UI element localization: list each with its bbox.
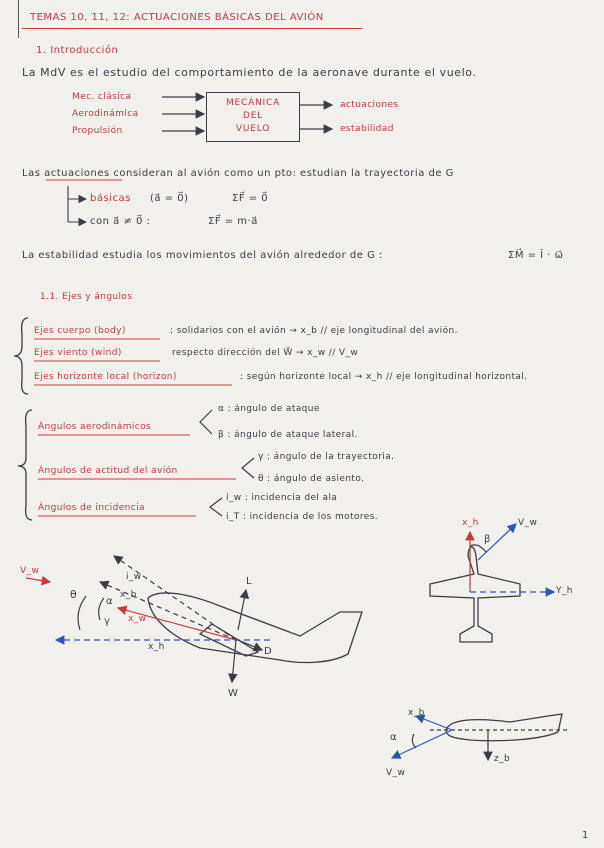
angulos-incidencia-name: Ángulos de incidencia <box>38 503 145 513</box>
actuaciones-line: Las actuaciones consideran al avión como un pto: estudian la trayectoria de G <box>22 168 454 179</box>
output-estabilidad: estabilidad <box>340 124 394 134</box>
actuaciones-basicas-cond: (a⃗ = 0⃗) <box>150 193 189 204</box>
ejes-horizonte-name: Ejes horizonte local (horizon) <box>34 372 177 382</box>
angulo-gamma: γ : ángulo de la trayectoria. <box>258 452 395 462</box>
top-airplane <box>430 547 520 642</box>
label-vw: V_w <box>20 566 40 576</box>
actuaciones-basicas-eq: ΣF⃗ = 0⃗ <box>232 193 269 204</box>
label-zb: z_b <box>494 754 511 764</box>
angulo-it: i_T : incidencia de los motores. <box>226 512 379 522</box>
ejes-cuerpo-desc: : solidarios con el avión → x_b // eje longitudinal del avión. <box>170 326 458 336</box>
estabilidad-line: La estabilidad estudia los movimientos del avión alrededor de G : <box>22 250 383 261</box>
label-theta: θ <box>70 588 78 601</box>
box-line-3: VUELO <box>235 124 271 134</box>
ejes-heading: 1.1. Ejes y ángulos <box>40 292 133 302</box>
label-weight: W <box>228 688 239 699</box>
ejes-viento-desc: respecto dirección del W⃗ → x_w // V_w <box>172 348 359 358</box>
actuaciones-acel-label: con a⃗ ≠ 0⃗ : <box>90 216 151 227</box>
angulo-alpha: α : ángulo de ataque <box>218 404 320 414</box>
label-xh: x_h <box>148 642 165 652</box>
angulos-brace <box>18 410 32 520</box>
intro-input-arrows <box>162 97 332 131</box>
angle-small-brackets <box>200 410 254 516</box>
side-airplane <box>148 593 362 663</box>
label-vw-aoa: V_w <box>386 768 406 778</box>
label-yh: Y_h <box>556 586 573 596</box>
label-beta: β <box>484 534 491 545</box>
output-actuaciones: actuaciones <box>340 100 399 110</box>
label-iw: i_w <box>126 572 142 582</box>
ejes-brace <box>14 318 28 394</box>
input-mec-clasica: Mec. clásica <box>72 92 132 102</box>
actuaciones-basicas-label: básicas <box>90 193 131 204</box>
input-propulsion: Propulsión <box>72 126 123 136</box>
label-gamma: γ <box>104 616 111 627</box>
actuaciones-acel-eq: ΣF⃗ = m·a⃗ <box>208 216 258 227</box>
label-xw: x_w <box>128 614 147 624</box>
aoa-airplane <box>446 714 562 741</box>
label-alpha-aoa: α <box>390 732 398 743</box>
side-axes <box>26 556 273 682</box>
intro-line: La MdV es el estudio del comportamiento de la aeronave durante el vuelo. <box>22 66 477 79</box>
angulos-actitud-name: Ángulos de actitud del avión <box>38 466 178 476</box>
page-number: 1 <box>582 830 589 841</box>
label-xb: x_b <box>120 590 137 600</box>
label-alpha: α <box>106 596 114 607</box>
actuaciones-branch <box>68 186 86 222</box>
angulo-theta: θ : ángulo de asiento. <box>258 474 365 484</box>
label-lift: L <box>246 576 253 587</box>
label-vw-top: V_w <box>518 518 538 528</box>
label-xb-aoa: x_b <box>408 708 425 718</box>
box-line-1: MECÁNICA <box>225 98 281 108</box>
label-drag: D <box>264 646 273 657</box>
intro-heading: 1. Introducción <box>36 45 119 56</box>
angulo-beta: β : ángulo de ataque lateral. <box>218 430 358 440</box>
input-aerodinamica: Aerodinámica <box>72 109 139 119</box>
estabilidad-eq: ΣM⃗ = Ī · ω⃗ <box>508 250 564 261</box>
ejes-horizonte-desc: : según horizonte local → x_h // eje longitudinal horizontal. <box>240 372 528 382</box>
angulos-aero-name: Ángulos aerodinámicos <box>38 422 152 432</box>
ejes-viento-name: Ejes viento (wind) <box>34 348 122 358</box>
angulo-iw: i_w : incidencia del ala <box>226 493 338 503</box>
box-line-2: DEL <box>242 111 264 121</box>
label-xh-top: x_h <box>462 518 479 528</box>
page-title: TEMAS 10, 11, 12: ACTUACIONES BÁSICAS DEL AVIÓN <box>30 12 324 23</box>
aoa-axes <box>392 716 570 760</box>
ejes-cuerpo-name: Ejes cuerpo (body) <box>34 326 126 336</box>
